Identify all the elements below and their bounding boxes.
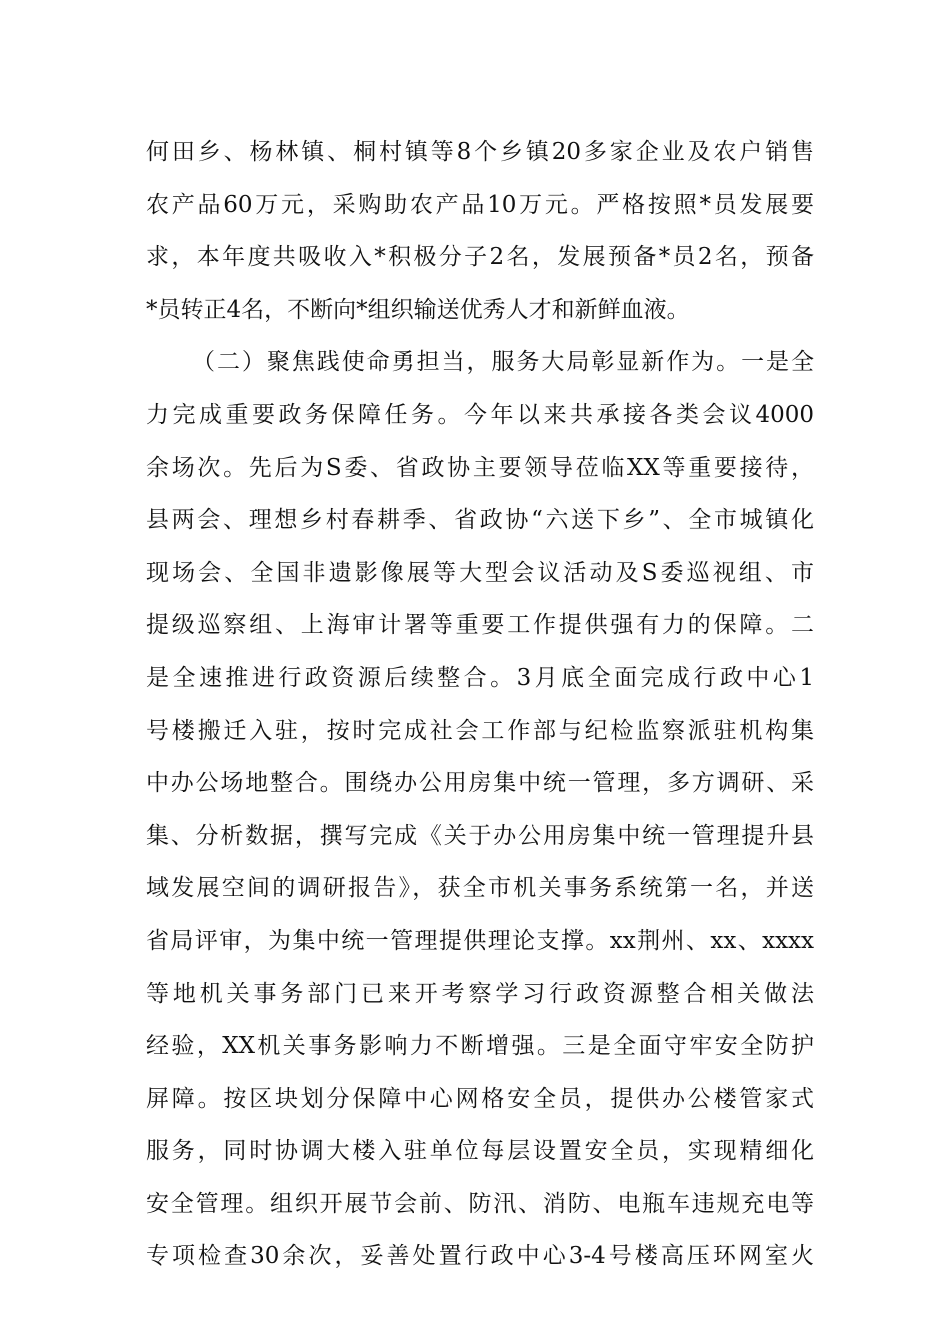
text-line: 是全速推进行政资源后续整合。3月底全面完成行政中心1 xyxy=(146,664,814,691)
text-line: *员转正4名，不断向*组织输送优秀人才和新鲜血液。 xyxy=(146,296,690,323)
text-line: 何田乡、杨林镇、桐村镇等8个乡镇20多家企业及农户销售 xyxy=(146,139,814,165)
text-line: 号楼搬迁入驻，按时完成社会工作部与纪检监察派驻机构集 xyxy=(146,717,814,744)
text-line: 经验，XX机关事务影响力不断增强。三是全面守牢安全防护 xyxy=(146,1033,814,1060)
text-line: 农产品60万元，采购助农产品10万元。严格按照*员发展要 xyxy=(146,191,814,218)
paragraph-heading-line: （二）聚焦践使命勇担当，服务大局彰显新作为。一是全 xyxy=(192,349,814,376)
text-line: 省局评审，为集中统一管理提供理论支撑。xx荆州、xx、xxxx xyxy=(146,927,814,954)
text-line: 余场次。先后为S委、省政协主要领导莅临XX等重要接待， xyxy=(146,454,814,481)
text-line: 等地机关事务部门已来开考察学习行政资源整合相关做法 xyxy=(146,980,814,1007)
text-line: 集、分析数据，撰写完成《关于办公用房集中统一管理提升县 xyxy=(146,822,814,849)
text-line: 安全管理。组织开展节会前、防汛、消防、电瓶车违规充电等 xyxy=(146,1190,814,1217)
text-line: 中办公场地整合。围绕办公用房集中统一管理，多方调研、采 xyxy=(146,770,814,797)
text-line: 现场会、全国非遗影像展等大型会议活动及S委巡视组、市 xyxy=(146,559,814,586)
body-text xyxy=(146,126,814,1283)
text-line: 县两会、理想乡村春耕季、省政协“六送下乡”、全市城镇化 xyxy=(146,507,814,534)
text-line: 屏障。按区块划分保障中心网格安全员，提供办公楼管家式 xyxy=(146,1085,814,1112)
text-line: 专项检查30余次，妥善处置行政中心3-4号楼高压环网室火 xyxy=(146,1243,814,1270)
text-line: 域发展空间的调研报告》，获全市机关事务系统第一名，并送 xyxy=(146,875,814,902)
text-line: 求，本年度共吸收入*积极分子2名，发展预备*员2名，预备 xyxy=(146,244,814,271)
text-line: 力完成重要政务保障任务。今年以来共承接各类会议4000 xyxy=(146,401,814,428)
text-line: 提级巡察组、上海审计署等重要工作提供强有力的保障。二 xyxy=(146,612,814,639)
text-line: 服务，同时协调大楼入驻单位每层设置安全员，实现精细化 xyxy=(146,1138,814,1165)
